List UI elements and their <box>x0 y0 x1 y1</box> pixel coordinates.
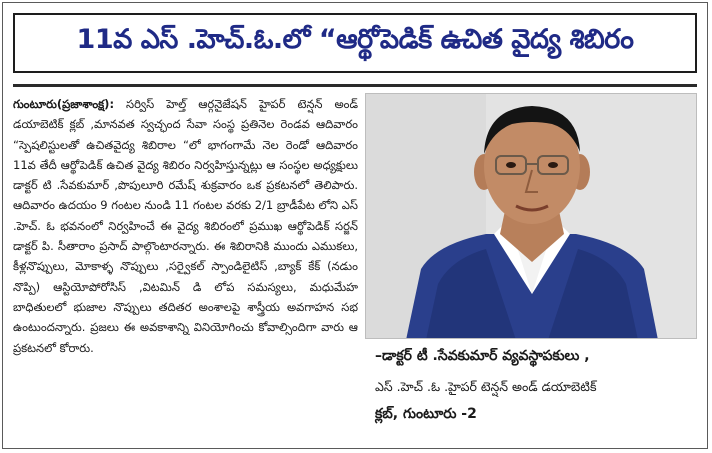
caption-line-3: క్లబ్, గుంటూరు -2 <box>375 406 477 422</box>
headline: 11వ ఎస్ .హెచ్.ఓ.లో “ఆర్థోపెడిక్ ఉచిత వైద్య శిబిరం <box>76 24 634 55</box>
portrait-photo <box>365 93 697 339</box>
caption-line-1: –డాక్టర్ టీ .సేవకుమార్ వ్యవస్థాపకులు , <box>375 348 590 364</box>
caption-line-2: ఎస్ .హెచ్ .ఓ .హైపర్ టెన్షన్ అండ్ డయాబెటిక్ <box>375 379 597 394</box>
photo-caption <box>375 345 697 425</box>
portrait-illustration <box>366 94 697 339</box>
article-text: సర్విస్ హెల్త్ ఆర్గనైజేషన్ హైపర్ టెన్షన్ అండ్ డయాబెటిక్ క్లబ్ ,మానవత స్వచ్ఛంద సేవా సంస్థ ప్రతినెల రెండవ ఆదివారం “స్పెషలిస్టులతో ఉచితవైద్య శిబిరాల “లో భాగంగామే నెల రెండో ఆదివారం 11వ తేదీ ఆర్థోపెడిక్ ఉచిత వైద్య శిబిరం నిర్వహిస్తున్నట్లు ఆ సంస్థల అధ్యక్షులు డాక్టర్ టి .సేవకుమార్ ,పొపులూరి రమేష్ శుక్రవారం ఒక ప్రకటనలో తెలిపారు. ఆదివారం ఉదయం 9 గంటల నుండి 11 గంటల వరకు 2/1 బ్రాడీపేట లోని ఎస్ .హెచ్. ఓ భవనంలో నిర్వహించే ఈ వైద్య శిబిరంలో ప్రముఖ ఆర్థోపెడిక్ సర్జన్ డాక్టర్ పి. సీతారాం ప్రసాద్ పాల్గొంటారన్నారు. ఈ శిబిరానికి ముందు ఎముకలు, కీళ్లనొప్పులు, మోకాళ్ళ నొప్పులు ,సర్వైకల్ స్పాండిలైటిస్ ,బ్యాక్ కేక్ (నడుం నొప్పి) ఆస్టియోపోరోసిస్ ,విటమిన్ డి లోప సమస్యలు, మధుమేహ బాధితులలో భుజాల నొప్పులు తదితర అంశాలపై శాస్త్రీయ అవగాహన సభ ఉంటుందన్నారు. ప్రజలు ఈ అవకాశాన్ని వినియోగించు కోవాల్సిందిగా వారు ఆ ప్రకటనలో కోరారు. <box>13 97 358 355</box>
article-body <box>13 94 358 444</box>
headline-box <box>13 13 697 73</box>
article-dateline: గుంటూరు(ప్రజాశాంక్ష): <box>13 97 115 111</box>
separator-rule <box>13 84 697 87</box>
